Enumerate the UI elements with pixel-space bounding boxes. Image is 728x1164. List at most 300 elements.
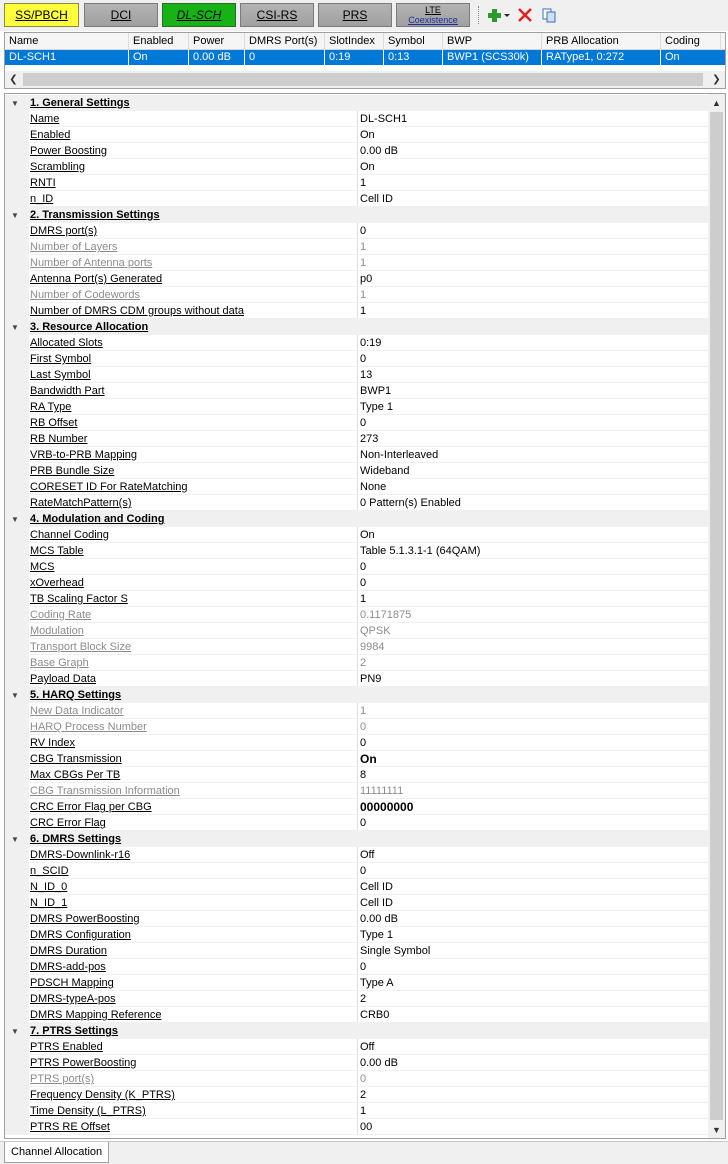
property-label: DMRS PowerBoosting	[30, 911, 358, 927]
property-value[interactable]: Cell ID	[359, 895, 709, 911]
tab-dci[interactable]: DCI	[84, 3, 158, 27]
grid-property-row[interactable]	[5, 799, 709, 815]
property-label: DMRS port(s)	[30, 223, 358, 239]
grid-property-row[interactable]	[5, 703, 709, 719]
grid-property-row[interactable]	[5, 895, 709, 911]
grid-gutter	[5, 287, 29, 303]
tab-channel-allocation[interactable]: Channel Allocation	[4, 1142, 109, 1163]
property-value: 11111111	[359, 783, 709, 799]
grid-gutter	[5, 399, 29, 415]
cell-prb-allocation: RAType1, 0:272	[542, 50, 661, 65]
grid-property-row[interactable]	[5, 287, 709, 303]
grid-gutter	[5, 447, 29, 463]
grid-gutter	[5, 991, 29, 1007]
property-value[interactable]: 0.00 dB	[359, 1055, 709, 1071]
grid-gutter	[5, 127, 29, 143]
property-label: MCS Table	[30, 543, 358, 559]
grid-gutter	[5, 655, 29, 671]
column-header-dmrs-ports[interactable]: DMRS Port(s)	[245, 33, 325, 50]
grid-category-title: 6. DMRS Settings	[30, 833, 122, 845]
grid-property-row[interactable]	[5, 863, 709, 879]
property-label: PTRS Enabled	[30, 1039, 358, 1055]
table-row[interactable]	[5, 50, 726, 65]
property-value: 1	[359, 239, 709, 255]
property-label: Allocated Slots	[30, 335, 358, 351]
property-label: TB Scaling Factor S	[30, 591, 358, 607]
property-label: n_SCID	[30, 863, 358, 879]
scroll-left-arrow-icon[interactable]: ❮	[9, 74, 18, 85]
property-value[interactable]: 2	[359, 1087, 709, 1103]
property-value[interactable]: Off	[359, 847, 709, 863]
delete-x-icon	[517, 7, 533, 23]
grid-gutter	[5, 607, 29, 623]
property-value: 2	[359, 655, 709, 671]
property-grid-vertical-scrollbar[interactable]	[708, 94, 725, 1138]
property-value: 1	[359, 287, 709, 303]
property-grid-rows	[5, 95, 709, 1135]
property-value[interactable]: Cell ID	[359, 879, 709, 895]
property-label: MCS	[30, 559, 358, 575]
property-value[interactable]: 0 Pattern(s) Enabled	[359, 495, 709, 511]
grid-property-row[interactable]	[5, 735, 709, 751]
property-label: Bandwidth Part	[30, 383, 358, 399]
grid-category-title: 5. HARQ Settings	[30, 689, 122, 701]
column-header-bwp[interactable]: BWP	[443, 33, 542, 50]
grid-property-row[interactable]	[5, 783, 709, 799]
property-label: PDSCH Mapping	[30, 975, 358, 991]
property-label: VRB-to-PRB Mapping	[30, 447, 358, 463]
tab-csi-rs[interactable]: CSI-RS	[240, 3, 314, 27]
grid-property-row[interactable]	[5, 1087, 709, 1103]
property-value[interactable]: On	[359, 127, 709, 143]
scroll-down-arrow-icon[interactable]: ▼	[712, 1124, 721, 1135]
tab-lte-label-line1: LTE	[425, 5, 441, 15]
grid-property-row[interactable]	[5, 655, 709, 671]
property-value[interactable]: On	[359, 751, 709, 767]
grid-gutter	[5, 783, 29, 799]
property-label: CBG Transmission Information	[30, 783, 358, 799]
grid-property-row[interactable]	[5, 527, 709, 543]
grid-gutter	[5, 799, 29, 815]
property-label: RV Index	[30, 735, 358, 751]
property-value[interactable]: 0	[359, 223, 709, 239]
grid-gutter	[5, 543, 29, 559]
grid-property-row[interactable]	[5, 335, 709, 351]
property-label: DMRS-add-pos	[30, 959, 358, 975]
property-label: RB Number	[30, 431, 358, 447]
grid-property-row[interactable]	[5, 223, 709, 239]
property-value[interactable]: None	[359, 479, 709, 495]
property-label: DMRS Mapping Reference	[30, 1007, 358, 1023]
property-label: Last Symbol	[30, 367, 358, 383]
grid-property-row[interactable]	[5, 271, 709, 287]
grid-gutter	[5, 495, 29, 511]
grid-gutter	[5, 191, 29, 207]
grid-property-row[interactable]	[5, 623, 709, 639]
grid-gutter	[5, 751, 29, 767]
property-value: QPSK	[359, 623, 709, 639]
horizontal-scroll-thumb[interactable]	[23, 73, 703, 86]
tab-prs[interactable]: PRS	[318, 3, 392, 27]
grid-property-row[interactable]	[5, 143, 709, 159]
grid-category-title: 4. Modulation and Coding	[30, 513, 165, 525]
property-value[interactable]: On	[359, 159, 709, 175]
grid-gutter	[5, 1103, 29, 1119]
property-value[interactable]: PN9	[359, 671, 709, 687]
cell-dmrs-ports: 0	[245, 50, 325, 65]
grid-property-row[interactable]	[5, 575, 709, 591]
vertical-scroll-thumb[interactable]	[710, 112, 723, 1120]
grid-property-row[interactable]	[5, 767, 709, 783]
grid-property-row[interactable]	[5, 159, 709, 175]
grid-property-row[interactable]	[5, 607, 709, 623]
property-label: DMRS Configuration	[30, 927, 358, 943]
property-value[interactable]: CRB0	[359, 1007, 709, 1023]
grid-category-row[interactable]	[5, 687, 709, 703]
grid-property-row[interactable]	[5, 847, 709, 863]
grid-property-row[interactable]	[5, 911, 709, 927]
scroll-up-arrow-icon[interactable]: ▲	[712, 97, 721, 108]
property-label: DMRS Duration	[30, 943, 358, 959]
property-label: Max CBGs Per TB	[30, 767, 358, 783]
property-value[interactable]: 8	[359, 767, 709, 783]
cell-slotindex: 0:19	[325, 50, 384, 65]
grid-gutter	[5, 431, 29, 447]
grid-gutter	[5, 303, 29, 319]
property-label: Enabled	[30, 127, 358, 143]
tab-ss-pbch[interactable]: SS/PBCH	[4, 3, 79, 27]
grid-gutter	[5, 223, 29, 239]
grid-property-row[interactable]	[5, 495, 709, 511]
grid-property-row[interactable]	[5, 303, 709, 319]
grid-property-row[interactable]	[5, 1119, 709, 1135]
grid-gutter	[5, 527, 29, 543]
grid-gutter	[5, 767, 29, 783]
channel-tab-bar	[0, 0, 728, 31]
grid-property-row[interactable]	[5, 399, 709, 415]
column-header-name[interactable]: Name	[5, 33, 129, 50]
add-button[interactable]	[486, 6, 512, 24]
grid-gutter	[5, 367, 29, 383]
property-value[interactable]: Wideband	[359, 463, 709, 479]
grid-gutter	[5, 863, 29, 879]
property-value[interactable]: Type A	[359, 975, 709, 991]
property-value[interactable]: 1	[359, 1103, 709, 1119]
grid-gutter	[5, 847, 29, 863]
table-header	[5, 33, 726, 50]
collapse-toggle-icon[interactable]: ▼	[11, 834, 19, 844]
grid-property-row[interactable]	[5, 255, 709, 271]
grid-property-row[interactable]	[5, 463, 709, 479]
property-label: First Symbol	[30, 351, 358, 367]
column-header-slotindex[interactable]: SlotIndex	[325, 33, 384, 50]
grid-gutter	[5, 415, 29, 431]
property-label: PTRS PowerBoosting	[30, 1055, 358, 1071]
grid-gutter	[5, 159, 29, 175]
grid-property-row[interactable]	[5, 815, 709, 831]
grid-property-row[interactable]	[5, 543, 709, 559]
column-header-symbol[interactable]: Symbol	[384, 33, 443, 50]
grid-gutter	[5, 927, 29, 943]
grid-property-row[interactable]	[5, 479, 709, 495]
collapse-toggle-icon[interactable]: ▼	[11, 98, 19, 108]
property-label: xOverhead	[30, 575, 358, 591]
property-label: Transport Block Size	[30, 639, 358, 655]
property-label: DMRS-Downlink-r16	[30, 847, 358, 863]
property-value[interactable]: 0	[359, 959, 709, 975]
property-label: Antenna Port(s) Generated	[30, 271, 358, 287]
grid-category-row[interactable]	[5, 207, 709, 223]
grid-gutter	[5, 479, 29, 495]
property-value[interactable]: On	[359, 527, 709, 543]
grid-gutter	[5, 623, 29, 639]
property-value[interactable]: Off	[359, 1039, 709, 1055]
property-label: Modulation	[30, 623, 358, 639]
property-label: Frequency Density (K_PTRS)	[30, 1087, 358, 1103]
collapse-toggle-icon[interactable]: ▼	[11, 322, 19, 332]
property-label: Number of Layers	[30, 239, 358, 255]
grid-gutter	[5, 943, 29, 959]
cell-coding: On	[661, 50, 726, 65]
bottom-tab-bar	[0, 1141, 728, 1164]
grid-gutter	[5, 143, 29, 159]
grid-category-title: 1. General Settings	[30, 97, 130, 109]
property-label: Time Density (L_PTRS)	[30, 1103, 358, 1119]
grid-property-row[interactable]	[5, 639, 709, 655]
cell-power: 0.00 dB	[189, 50, 245, 65]
grid-gutter	[5, 1087, 29, 1103]
grid-property-row[interactable]	[5, 943, 709, 959]
grid-gutter	[5, 335, 29, 351]
property-value[interactable]: BWP1	[359, 383, 709, 399]
grid-property-row[interactable]	[5, 719, 709, 735]
property-label: PTRS port(s)	[30, 1071, 358, 1087]
property-label: RB Offset	[30, 415, 358, 431]
property-value[interactable]: Single Symbol	[359, 943, 709, 959]
cell-enabled: On	[129, 50, 189, 65]
property-label: RNTI	[30, 175, 358, 191]
column-header-prb-allocation[interactable]: PRB Allocation	[542, 33, 661, 50]
grid-gutter	[5, 879, 29, 895]
grid-property-row[interactable]	[5, 1103, 709, 1119]
grid-property-row[interactable]	[5, 431, 709, 447]
property-label: Base Graph	[30, 655, 358, 671]
property-value: 0	[359, 1071, 709, 1087]
grid-category-row[interactable]	[5, 831, 709, 847]
property-label: Channel Coding	[30, 527, 358, 543]
grid-property-row[interactable]	[5, 975, 709, 991]
property-value[interactable]: 2	[359, 991, 709, 1007]
grid-property-row[interactable]	[5, 927, 709, 943]
property-value: 1	[359, 255, 709, 271]
property-value[interactable]: 0	[359, 575, 709, 591]
table-horizontal-scrollbar[interactable]	[5, 71, 725, 88]
grid-gutter	[5, 719, 29, 735]
property-value: 0.1171875	[359, 607, 709, 623]
grid-gutter	[5, 911, 29, 927]
grid-gutter	[5, 671, 29, 687]
grid-property-row[interactable]	[5, 1039, 709, 1055]
grid-category-row[interactable]	[5, 95, 709, 111]
cell-symbol: 0:13	[384, 50, 443, 65]
property-value[interactable]: 1	[359, 591, 709, 607]
grid-property-row[interactable]	[5, 751, 709, 767]
property-value[interactable]: 00000000	[359, 799, 709, 815]
grid-gutter	[5, 271, 29, 287]
grid-gutter	[5, 1007, 29, 1023]
grid-category-row[interactable]	[5, 1023, 709, 1039]
grid-property-row[interactable]	[5, 1007, 709, 1023]
property-value: 9984	[359, 639, 709, 655]
grid-property-row[interactable]	[5, 351, 709, 367]
property-value: 0	[359, 719, 709, 735]
property-value[interactable]: Table 5.1.3.1-1 (64QAM)	[359, 543, 709, 559]
property-label: N_ID_0	[30, 879, 358, 895]
tab-lte-coexistence[interactable]	[396, 3, 470, 27]
property-value: 1	[359, 703, 709, 719]
property-label: Number of Antenna ports	[30, 255, 358, 271]
grid-gutter	[5, 735, 29, 751]
collapse-toggle-icon[interactable]: ▼	[11, 1026, 19, 1036]
property-label: CBG Transmission	[30, 751, 358, 767]
property-value[interactable]: Cell ID	[359, 191, 709, 207]
grid-property-row[interactable]	[5, 383, 709, 399]
property-value[interactable]: 1	[359, 303, 709, 319]
property-label: Payload Data	[30, 671, 358, 687]
grid-category-title: 3. Resource Allocation	[30, 321, 149, 333]
property-value[interactable]: Non-Interleaved	[359, 447, 709, 463]
add-plus-icon	[487, 7, 511, 23]
property-value[interactable]: 0:19	[359, 335, 709, 351]
grid-property-row[interactable]	[5, 1055, 709, 1071]
copy-icon	[541, 7, 557, 23]
grid-gutter	[5, 1119, 29, 1135]
cell-bwp: BWP1 (SCS30k)	[443, 50, 542, 65]
property-label: RateMatchPattern(s)	[30, 495, 358, 511]
property-grid	[4, 93, 726, 1139]
collapse-toggle-icon[interactable]: ▼	[11, 210, 19, 220]
property-value[interactable]: Type 1	[359, 927, 709, 943]
property-value[interactable]: 1	[359, 175, 709, 191]
property-label: RA Type	[30, 399, 358, 415]
property-label: CRC Error Flag	[30, 815, 358, 831]
grid-gutter	[5, 591, 29, 607]
grid-property-row[interactable]	[5, 879, 709, 895]
grid-gutter	[5, 959, 29, 975]
grid-category-title: 2. Transmission Settings	[30, 209, 160, 221]
property-label: CRC Error Flag per CBG	[30, 799, 358, 815]
grid-property-row[interactable]	[5, 367, 709, 383]
grid-category-row[interactable]	[5, 319, 709, 335]
grid-property-row[interactable]	[5, 991, 709, 1007]
property-label: PTRS RE Offset	[30, 1119, 358, 1135]
copy-button[interactable]	[540, 6, 558, 24]
property-value[interactable]: p0	[359, 271, 709, 287]
channel-table	[4, 32, 726, 89]
grid-property-row[interactable]	[5, 591, 709, 607]
property-value[interactable]: 0	[359, 415, 709, 431]
property-value[interactable]: 00	[359, 1119, 709, 1135]
property-label: PRB Bundle Size	[30, 463, 358, 479]
property-value[interactable]: 0	[359, 351, 709, 367]
delete-button[interactable]	[516, 6, 534, 24]
grid-property-row[interactable]	[5, 191, 709, 207]
property-value[interactable]: 13	[359, 367, 709, 383]
grid-gutter	[5, 239, 29, 255]
property-value[interactable]: 0	[359, 735, 709, 751]
property-label: Power Boosting	[30, 143, 358, 159]
grid-property-row[interactable]	[5, 447, 709, 463]
property-value[interactable]: 0.00 dB	[359, 143, 709, 159]
property-label: N_ID_1	[30, 895, 358, 911]
grid-gutter	[5, 559, 29, 575]
grid-property-row[interactable]	[5, 959, 709, 975]
grid-gutter	[5, 1071, 29, 1087]
toolbar-separator	[478, 6, 479, 24]
property-label: Name	[30, 111, 358, 127]
property-label: CORESET ID For RateMatching	[30, 479, 358, 495]
collapse-toggle-icon[interactable]: ▼	[11, 514, 19, 524]
grid-gutter	[5, 255, 29, 271]
grid-property-row[interactable]	[5, 175, 709, 191]
property-value[interactable]: 273	[359, 431, 709, 447]
grid-gutter	[5, 895, 29, 911]
grid-gutter	[5, 463, 29, 479]
cell-name: DL-SCH1	[5, 50, 129, 65]
property-label: New Data Indicator	[30, 703, 358, 719]
grid-gutter	[5, 383, 29, 399]
grid-gutter	[5, 1039, 29, 1055]
grid-gutter	[5, 351, 29, 367]
property-label: DMRS-typeA-pos	[30, 991, 358, 1007]
grid-gutter	[5, 639, 29, 655]
property-value[interactable]: 0	[359, 863, 709, 879]
property-value[interactable]: 0	[359, 815, 709, 831]
property-value[interactable]: Type 1	[359, 399, 709, 415]
grid-category-row[interactable]	[5, 511, 709, 527]
grid-gutter	[5, 703, 29, 719]
grid-property-row[interactable]	[5, 127, 709, 143]
grid-property-row[interactable]	[5, 559, 709, 575]
property-label: n_ID	[30, 191, 358, 207]
scroll-right-arrow-icon[interactable]: ❯	[712, 74, 721, 85]
column-header-power[interactable]: Power	[189, 33, 245, 50]
grid-gutter	[5, 975, 29, 991]
collapse-toggle-icon[interactable]: ▼	[11, 690, 19, 700]
property-label: Number of Codewords	[30, 287, 358, 303]
grid-property-row[interactable]	[5, 1071, 709, 1087]
property-label: Number of DMRS CDM groups without data	[30, 303, 358, 319]
column-header-enabled[interactable]: Enabled	[129, 33, 189, 50]
property-value[interactable]: 0	[359, 559, 709, 575]
column-header-coding[interactable]: Coding	[661, 33, 721, 50]
grid-property-row[interactable]	[5, 111, 709, 127]
tab-lte-label-line2: Coexistence	[408, 15, 458, 25]
grid-property-row[interactable]	[5, 415, 709, 431]
property-value[interactable]: 0.00 dB	[359, 911, 709, 927]
grid-category-title: 7. PTRS Settings	[30, 1025, 119, 1037]
grid-gutter	[5, 815, 29, 831]
grid-gutter	[5, 1055, 29, 1071]
grid-property-row[interactable]	[5, 671, 709, 687]
property-label: Scrambling	[30, 159, 358, 175]
tab-dl-sch[interactable]: DL-SCH	[162, 3, 236, 27]
grid-property-row[interactable]	[5, 239, 709, 255]
property-label: HARQ Process Number	[30, 719, 358, 735]
property-value[interactable]: DL-SCH1	[359, 111, 709, 127]
property-label: Coding Rate	[30, 607, 358, 623]
grid-gutter	[5, 575, 29, 591]
